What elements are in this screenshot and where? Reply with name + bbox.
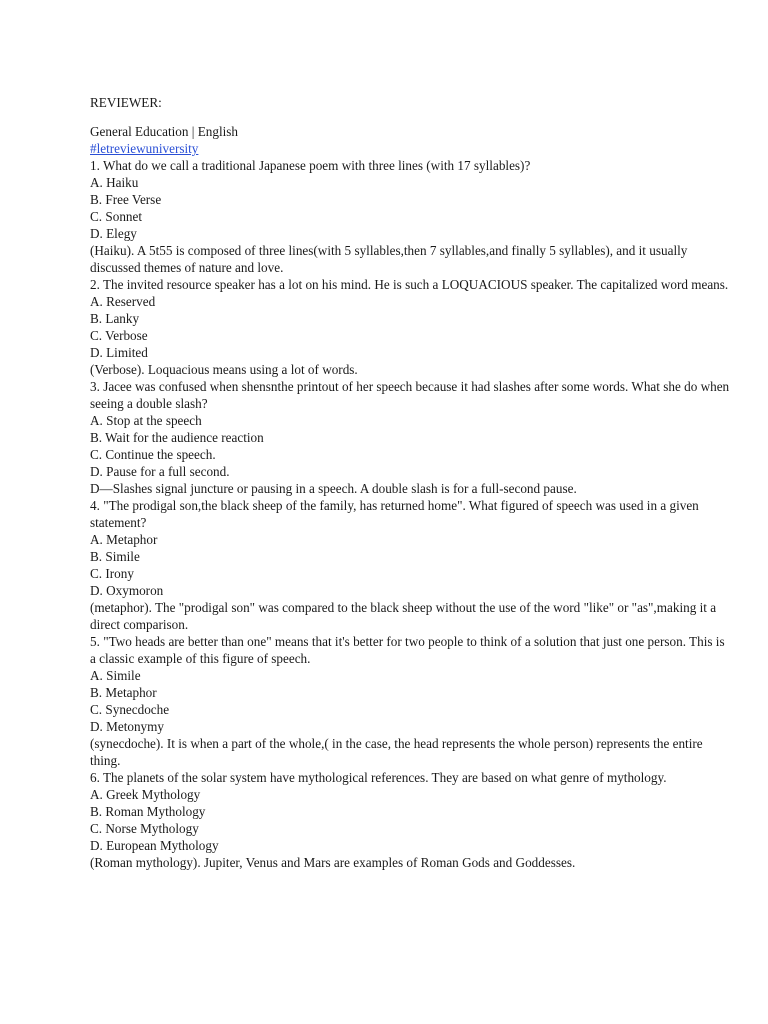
answer-explanation: D—Slashes signal juncture or pausing in a speech. A double slash is for a full-second pause. [90, 481, 577, 496]
question-text: 1. What do we call a traditional Japanese poem with three lines (with 17 syllables)? [90, 158, 531, 173]
choice-b: B. Roman Mythology [90, 804, 206, 819]
question-text: 6. The planets of the solar system have mythological references. They are based on what genre of mythology. [90, 770, 667, 785]
question-block-4 [90, 497, 730, 633]
choice-d: D. Oxymoron [90, 583, 164, 598]
choice-c: C. Continue the speech. [90, 447, 216, 462]
question-text: 2. The invited resource speaker has a lot on his mind. He is such a LOQUACIOUS speaker. The capitalized word means. [90, 277, 729, 292]
question-text: 4. "The prodigal son,the black sheep of the family, has returned home". What figured of speech was used in a given statement? [90, 498, 699, 530]
choice-c: C. Norse Mythology [90, 821, 199, 836]
choice-c: C. Synecdoche [90, 702, 170, 717]
answer-explanation: (Haiku). A 5t55 is composed of three lines(with 5 syllables,then 7 syllables,and finally 5 syllables), and it usually discussed themes of nature and love. [90, 243, 688, 275]
choice-a: A. Stop at the speech [90, 413, 202, 428]
choice-d: D. Metonymy [90, 719, 164, 734]
choice-a: A. Greek Mythology [90, 787, 201, 802]
choice-b: B. Free Verse [90, 192, 162, 207]
choice-c: C. Verbose [90, 328, 148, 343]
choice-d: D. Pause for a full second. [90, 464, 230, 479]
question-block-3 [90, 378, 730, 497]
answer-explanation: (Verbose). Loquacious means using a lot of words. [90, 362, 358, 377]
choice-a: A. Simile [90, 668, 141, 683]
choice-a: A. Haiku [90, 175, 139, 190]
choice-c: C. Irony [90, 566, 134, 581]
document-subtitle: General Education | English [90, 124, 239, 139]
answer-explanation: (Roman mythology). Jupiter, Venus and Mars are examples of Roman Gods and Goddesses. [90, 855, 576, 870]
answer-explanation: (synecdoche). It is when a part of the whole,( in the case, the head represents the whole person) represents the entire thing. [90, 736, 703, 768]
hashtag-link[interactable]: #letreviewuniversity [90, 141, 199, 156]
choice-d: D. European Mythology [90, 838, 219, 853]
choice-c: C. Sonnet [90, 209, 143, 224]
choice-a: A. Reserved [90, 294, 156, 309]
question-block-2 [90, 276, 730, 378]
choice-b: B. Lanky [90, 311, 140, 326]
document-title: REVIEWER: [90, 95, 162, 110]
choice-b: B. Metaphor [90, 685, 157, 700]
question-text: 5. "Two heads are better than one" means that it's better for two people to think of a solution that just one person. This is a classic example of this figure of speech. [90, 634, 725, 666]
choice-b: B. Wait for the audience reaction [90, 430, 264, 445]
question-block-5 [90, 633, 730, 769]
question-text: 3. Jacee was confused when shensnthe printout of her speech because it had slashes after some words. What she do when seeing a double slash? [90, 379, 730, 411]
choice-d: D. Elegy [90, 226, 137, 241]
document-page [90, 94, 730, 871]
choice-b: B. Simile [90, 549, 140, 564]
choice-d: D. Limited [90, 345, 148, 360]
answer-explanation: (metaphor). The "prodigal son" was compared to the black sheep without the use of the word "like" or "as",making it a direct comparison. [90, 600, 717, 632]
choice-a: A. Metaphor [90, 532, 158, 547]
question-block-6 [90, 769, 730, 871]
question-block-1 [90, 157, 730, 276]
